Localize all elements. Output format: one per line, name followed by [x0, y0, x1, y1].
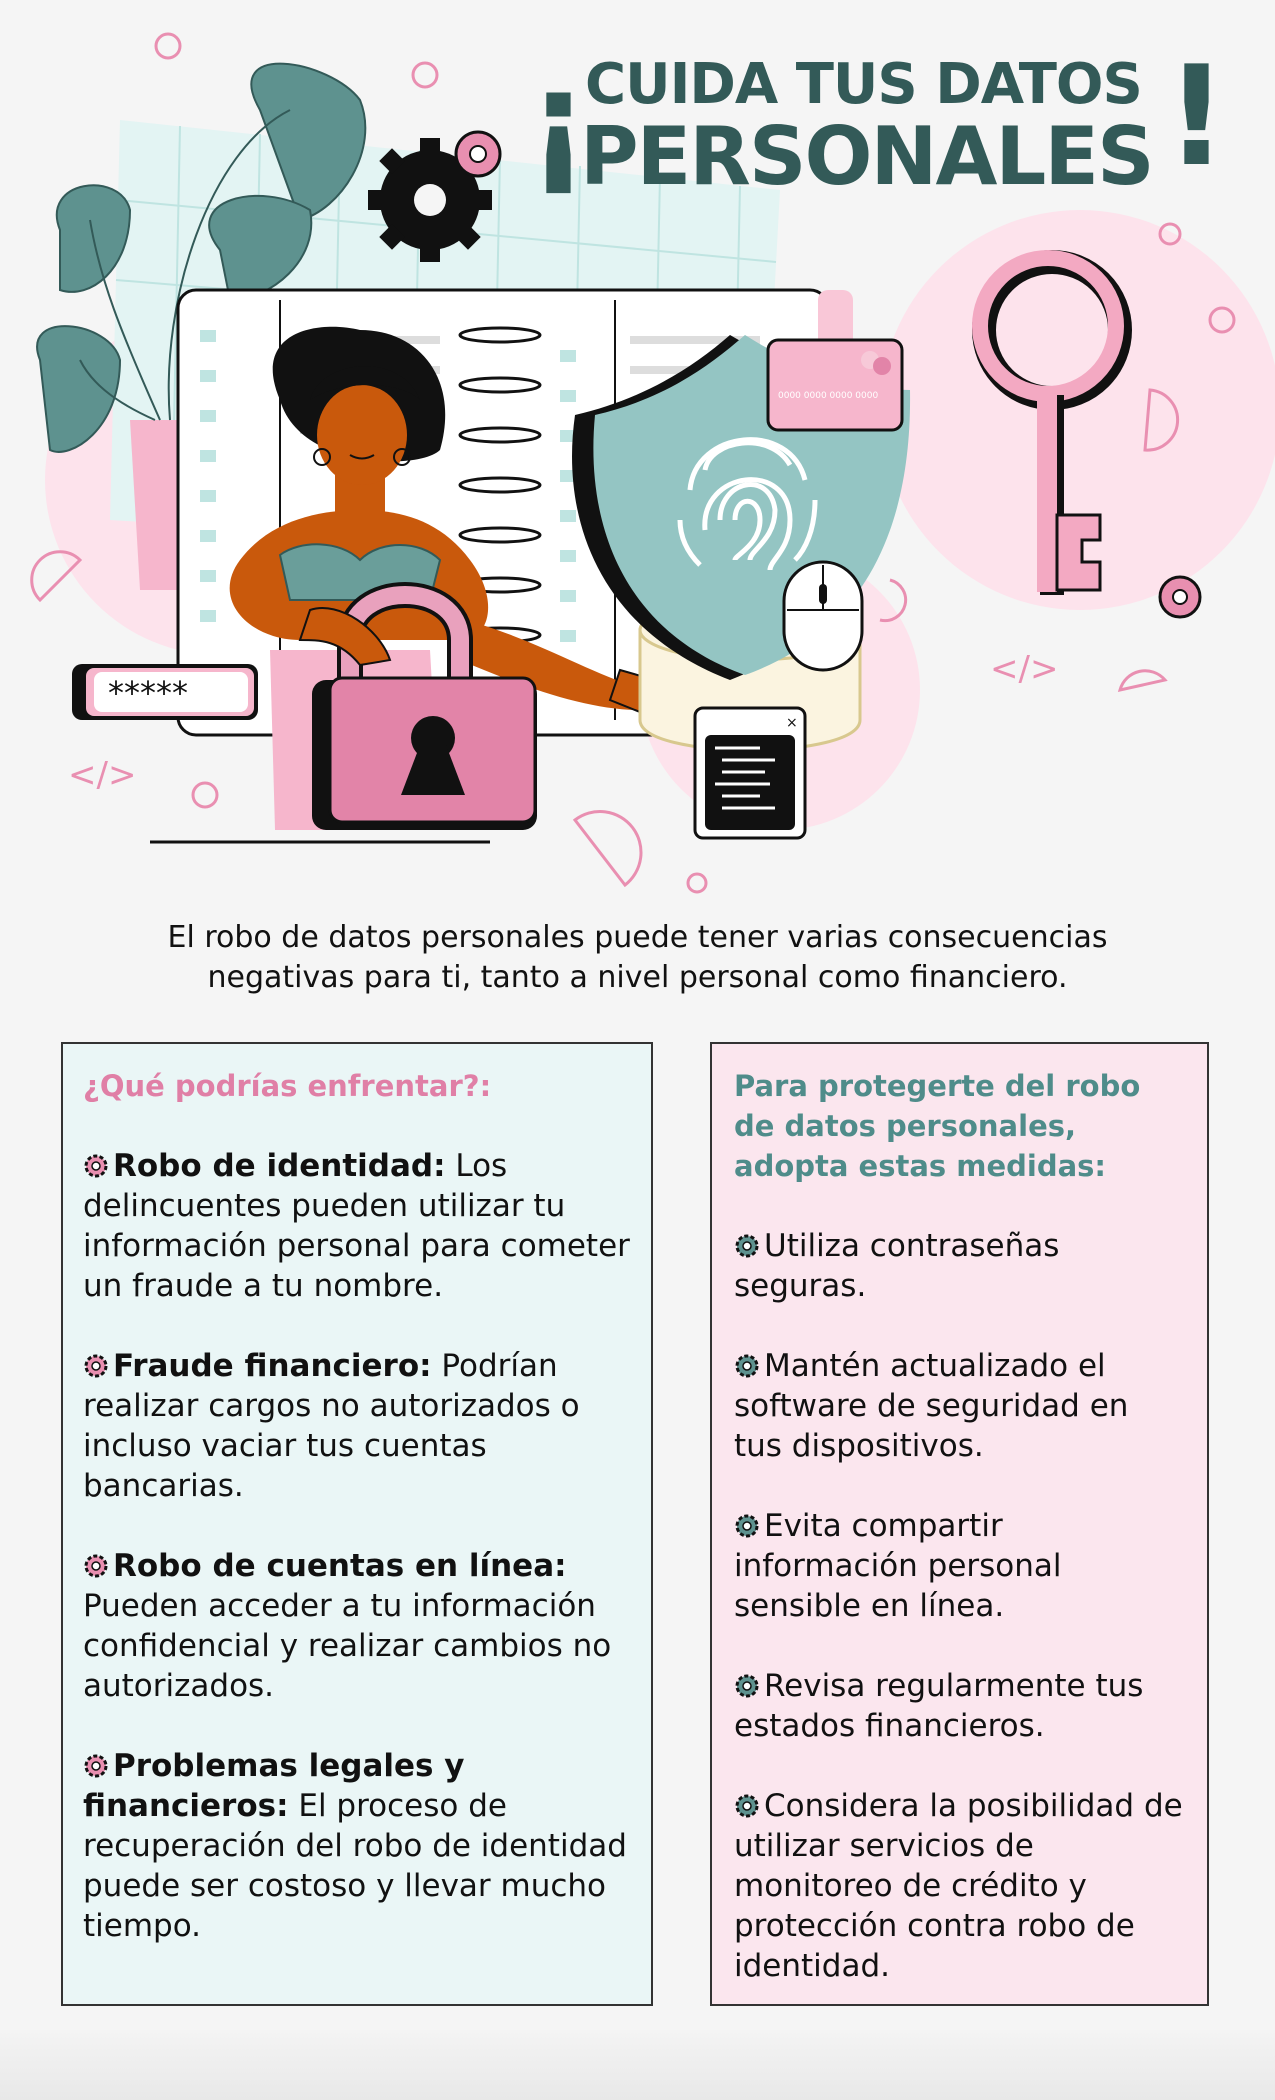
- title-line-2: PERSONALES: [580, 110, 1153, 203]
- tip-text: Considera la posibilidad de utilizar servicios de monitoreo de crédito y protección contra robo de identidad.: [734, 1788, 1183, 1984]
- tip-item: [734, 1506, 1185, 1626]
- tip-item: [734, 1226, 1185, 1306]
- gear-icon: [83, 1153, 109, 1179]
- tips-panel: [710, 1042, 1209, 2006]
- gear-icon: [734, 1513, 760, 1539]
- risk-desc: Pueden acceder a tu información confidencial y realizar cambios no autorizados.: [83, 1588, 612, 1704]
- risk-item: [83, 1546, 631, 1706]
- tip-text: Mantén actualizado el software de seguridad en tus dispositivos.: [734, 1348, 1129, 1464]
- risk-desc: Podrían realizar cargos no autorizados o incluso vaciar tus cuentas bancarias.: [83, 1348, 580, 1504]
- tip-item: [734, 1786, 1185, 1986]
- tip-text: Evita compartir información personal sensible en línea.: [734, 1508, 1062, 1624]
- credit-card-icon: [768, 340, 902, 430]
- risk-term: Fraude financiero:: [113, 1348, 432, 1384]
- svg-text:*****: *****: [108, 674, 188, 712]
- risk-term: Robo de identidad:: [113, 1148, 446, 1184]
- risk-item: [83, 1146, 631, 1306]
- tip-item: [734, 1666, 1185, 1746]
- risk-item: [83, 1746, 631, 1946]
- code-window-icon: [695, 708, 805, 838]
- code-symbol: </>: [990, 649, 1059, 689]
- title-line-1: CUIDA TUS DATOS: [585, 52, 1142, 117]
- gear-icon: [83, 1553, 109, 1579]
- tip-text: Revisa regularmente tus estados financieros.: [734, 1668, 1144, 1744]
- title-exclamation-close: !: [1165, 36, 1228, 197]
- bottom-bar: [0, 2030, 1275, 2100]
- intro-text: El robo de datos personales puede tener varias consecuencias negativas para ti, tanto a nivel personal como financiero.: [167, 920, 1108, 995]
- svg-text:×: ×: [786, 715, 798, 731]
- tip-item: [734, 1346, 1185, 1466]
- code-symbol: </>: [68, 755, 137, 795]
- gear-icon: [456, 132, 500, 176]
- title-exclamation-open: ¡: [527, 40, 590, 201]
- page-title: [525, 36, 1228, 203]
- gear-icon: [734, 1673, 760, 1699]
- gear-icon: [734, 1233, 760, 1259]
- gear-icon: [83, 1753, 109, 1779]
- risk-desc: El proceso de recuperación del robo de identidad puede ser costoso y llevar mucho tiempo.: [83, 1788, 627, 1944]
- risks-panel: [61, 1042, 653, 2006]
- risk-desc: Los delincuentes pueden utilizar tu información personal para cometer un fraude a tu nombre.: [83, 1148, 630, 1304]
- mouse-icon: [784, 562, 862, 670]
- tips-heading: Para protegerte del robo de datos personales, adopta estas medidas:: [734, 1069, 1141, 1183]
- risk-term: Robo de cuentas en línea:: [113, 1548, 567, 1584]
- risk-term: Problemas legales y financieros:: [83, 1748, 465, 1824]
- svg-text:0000 0000 0000 0000: 0000 0000 0000 0000: [778, 391, 879, 401]
- password-field: [72, 664, 258, 720]
- gear-icon: [734, 1793, 760, 1819]
- tip-text: Utiliza contraseñas seguras.: [734, 1228, 1060, 1304]
- gear-icon: [83, 1353, 109, 1379]
- gear-icon: [734, 1353, 760, 1379]
- risk-item: [83, 1346, 631, 1506]
- gear-icon: [1160, 577, 1200, 617]
- risks-heading: ¿Qué podrías enfrentar?:: [83, 1069, 492, 1103]
